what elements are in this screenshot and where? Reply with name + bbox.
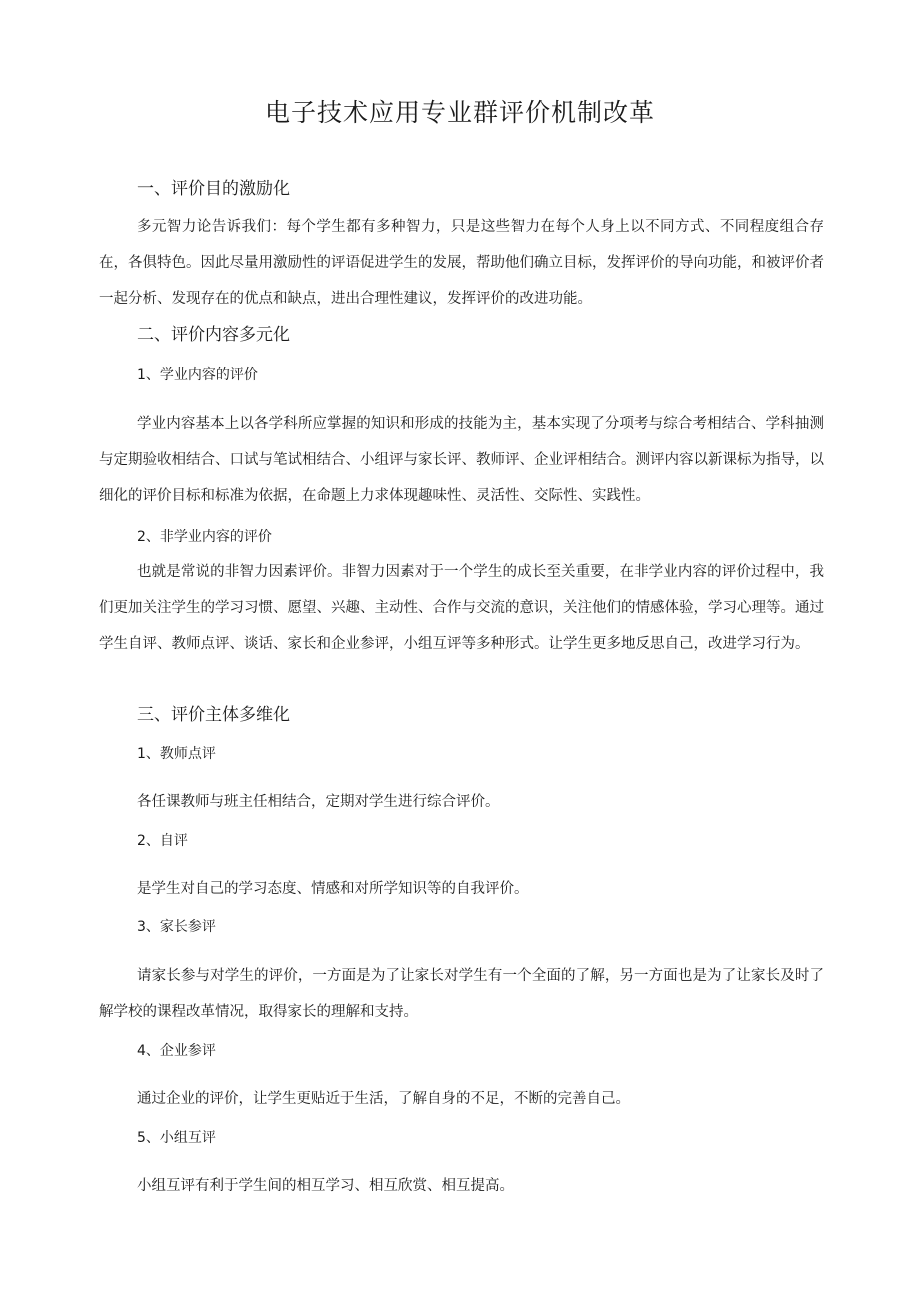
subsection-heading-3-4: 4、企业参评 <box>137 1043 216 1059</box>
subsection-heading-2-2: 2、非学业内容的评价 <box>137 529 272 545</box>
section-heading-1: 一、评价目的激励化 <box>137 179 290 199</box>
section-heading-2: 二、评价内容多元化 <box>137 325 290 345</box>
section-heading-3: 三、评价主体多维化 <box>137 705 290 725</box>
document-title: 电子技术应用专业群评价机制改革 <box>264 98 655 127</box>
subsection-heading-3-2: 2、自评 <box>137 833 188 849</box>
subsection-heading-2-1: 1、学业内容的评价 <box>137 367 258 383</box>
subsection-3-2-paragraph: 是学生对自己的学习态度、情感和对所学知识等的自我评价。 <box>137 881 529 897</box>
subsection-3-3-paragraph: 请家长参与对学生的评价，一方面是为了让家长对学生有一个全面的了解，另一方面也是为了让家长及时了解学校的课程改革情况，取得家长的理解和支持。 <box>99 968 824 1020</box>
subsection-3-1-paragraph: 各任课教师与班主任相结合，定期对学生进行综合评价。 <box>137 794 500 810</box>
subsection-heading-3-1: 1、教师点评 <box>137 746 216 762</box>
subsection-3-4-paragraph: 通过企业的评价，让学生更贴近于生活，了解自身的不足，不断的完善自己。 <box>137 1091 630 1107</box>
subsection-3-5-paragraph: 小组互评有利于学生间的相互学习、相互欣赏、相互提高。 <box>137 1178 514 1194</box>
section-1-paragraph: 多元智力论告诉我们：每个学生都有多种智力，只是这些智力在每个人身上以不同方式、不同程度组合存在，各俱特色。因此尽量用激励性的评语促进学生的发展，帮助他们确立目标，发挥评价的导向功能，和被评价者一起分析、发现存在的优点和缺点，进出合理性建议，发挥评价的改进功能。 <box>99 219 824 307</box>
subsection-heading-3-3: 3、家长参评 <box>137 919 216 935</box>
subsection-2-1-paragraph: 学业内容基本上以各学科所应掌握的知识和形成的技能为主，基本实现了分项考与综合考相结合、学科抽测与定期验收相结合、口试与笔试相结合、小组评与家长评、教师评、企业评相结合。测评内容以新课标为指导，以细化的评价目标和标准为依据，在命题上力求体现趣味性、灵活性、交际性、实践性。 <box>99 416 824 504</box>
subsection-2-2-paragraph: 也就是常说的非智力因素评价。非智力因素对于一个学生的成长至关重要，在非学业内容的评价过程中，我们更加关注学生的学习习惯、愿望、兴趣、主动性、合作与交流的意识，关注他们的情感体验，学习心理等。通过学生自评、教师点评、谈话、家长和企业参评，小组互评等多种形式。让学生更多地反思自己，改进学习行为。 <box>99 564 824 652</box>
subsection-heading-3-5: 5、小组互评 <box>137 1130 216 1146</box>
